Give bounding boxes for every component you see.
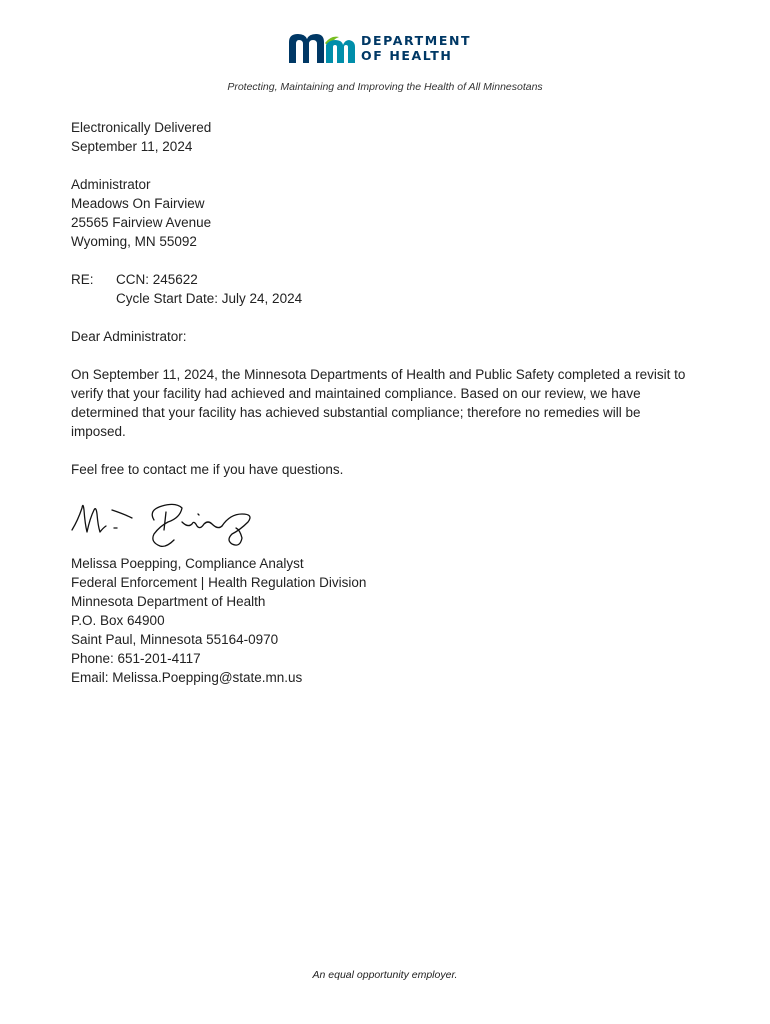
recipient-city: Wyoming, MN 55092 bbox=[71, 234, 197, 249]
signer-phone: Phone: 651-201-4117 bbox=[71, 651, 201, 666]
delivery-method: Electronically Delivered bbox=[71, 120, 212, 135]
recipient-street: 25565 Fairview Avenue bbox=[71, 215, 212, 230]
delivery-block bbox=[71, 118, 211, 156]
body-paragraph-1 bbox=[71, 365, 711, 441]
signer-department: Minnesota Department of Health bbox=[71, 594, 266, 609]
letter-date: September 11, 2024 bbox=[71, 139, 193, 154]
mdh-logo bbox=[289, 33, 479, 67]
recipient-facility: Meadows On Fairview bbox=[71, 196, 205, 211]
body-line: verify that your facility had achieved and maintained compliance. Based on our review, we have bbox=[71, 386, 641, 401]
re-lines bbox=[116, 270, 302, 308]
recipient-address bbox=[71, 175, 211, 251]
salutation: Dear Administrator: bbox=[71, 329, 187, 344]
signer-po-box: P.O. Box 64900 bbox=[71, 613, 165, 628]
tagline: Protecting, Maintaining and Improving the Health of All Minnesotans bbox=[227, 81, 543, 93]
logo-wordmark bbox=[361, 34, 471, 63]
body-paragraph-2: Feel free to contact me if you have questions. bbox=[71, 462, 344, 477]
signer-unit: Federal Enforcement | Health Regulation Division bbox=[71, 575, 367, 590]
logo-line-1: DEPARTMENT bbox=[361, 33, 472, 48]
re-label: RE: bbox=[71, 272, 94, 287]
logo-mark-right bbox=[326, 40, 355, 63]
body-line: determined that your facility has achieved substantial compliance; therefore no remedies will be bbox=[71, 405, 641, 420]
footer-note: An equal opportunity employer. bbox=[312, 969, 458, 981]
logo-line-2: OF HEALTH bbox=[361, 47, 453, 63]
body-line: imposed. bbox=[71, 424, 126, 439]
signer-email: Email: Melissa.Poepping@state.mn.us bbox=[71, 670, 303, 685]
signer-name-title: Melissa Poepping, Compliance Analyst bbox=[71, 556, 304, 571]
signature-block bbox=[71, 554, 366, 687]
handwritten-signature bbox=[70, 500, 260, 557]
logo-mark-left bbox=[289, 34, 324, 63]
mn-logo-mark bbox=[289, 33, 357, 63]
re-cycle-date: Cycle Start Date: July 24, 2024 bbox=[116, 291, 303, 306]
recipient-title: Administrator bbox=[71, 177, 151, 192]
body-line: On September 11, 2024, the Minnesota Departments of Health and Public Safety completed a revisit to bbox=[71, 367, 686, 382]
signer-city: Saint Paul, Minnesota 55164-0970 bbox=[71, 632, 279, 647]
re-ccn: CCN: 245622 bbox=[116, 272, 198, 287]
